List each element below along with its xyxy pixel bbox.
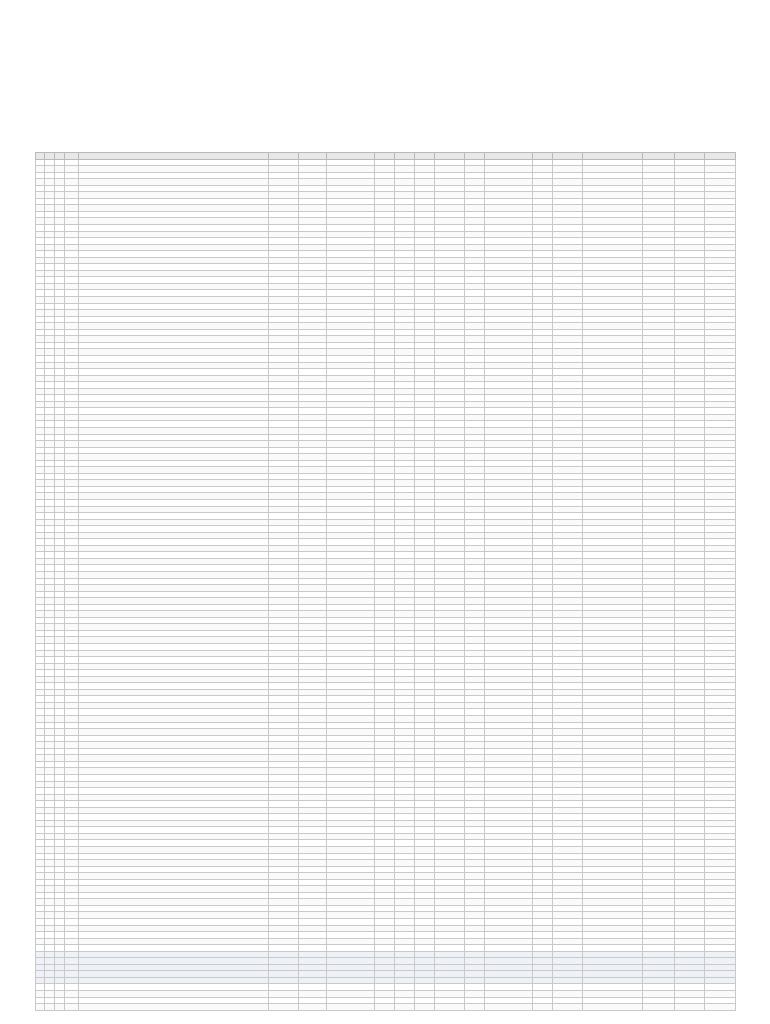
data-table: [35, 152, 736, 1011]
table-cell: [395, 1004, 415, 1011]
table-cell: [36, 1004, 45, 1011]
table-cell: [485, 1004, 533, 1011]
table-cell: [45, 1004, 55, 1011]
table-cell: [269, 1004, 299, 1011]
table-cell: [299, 1004, 327, 1011]
table-cell: [553, 1004, 583, 1011]
table-cell: [705, 1004, 736, 1011]
table-cell: [375, 1004, 395, 1011]
table-cell: [675, 1004, 705, 1011]
table-cell: [55, 1004, 65, 1011]
table-cell: [435, 1004, 465, 1011]
document-title: [35, 142, 435, 150]
table-cell: [533, 1004, 553, 1011]
table-cell: [583, 1004, 643, 1011]
table-cell: [643, 1004, 675, 1011]
table-cell: [65, 1004, 79, 1011]
table-cell: [327, 1004, 375, 1011]
table-row: [36, 1004, 736, 1011]
table-cell: [79, 1004, 269, 1011]
table-cell: [415, 1004, 435, 1011]
table-cell: [465, 1004, 485, 1011]
